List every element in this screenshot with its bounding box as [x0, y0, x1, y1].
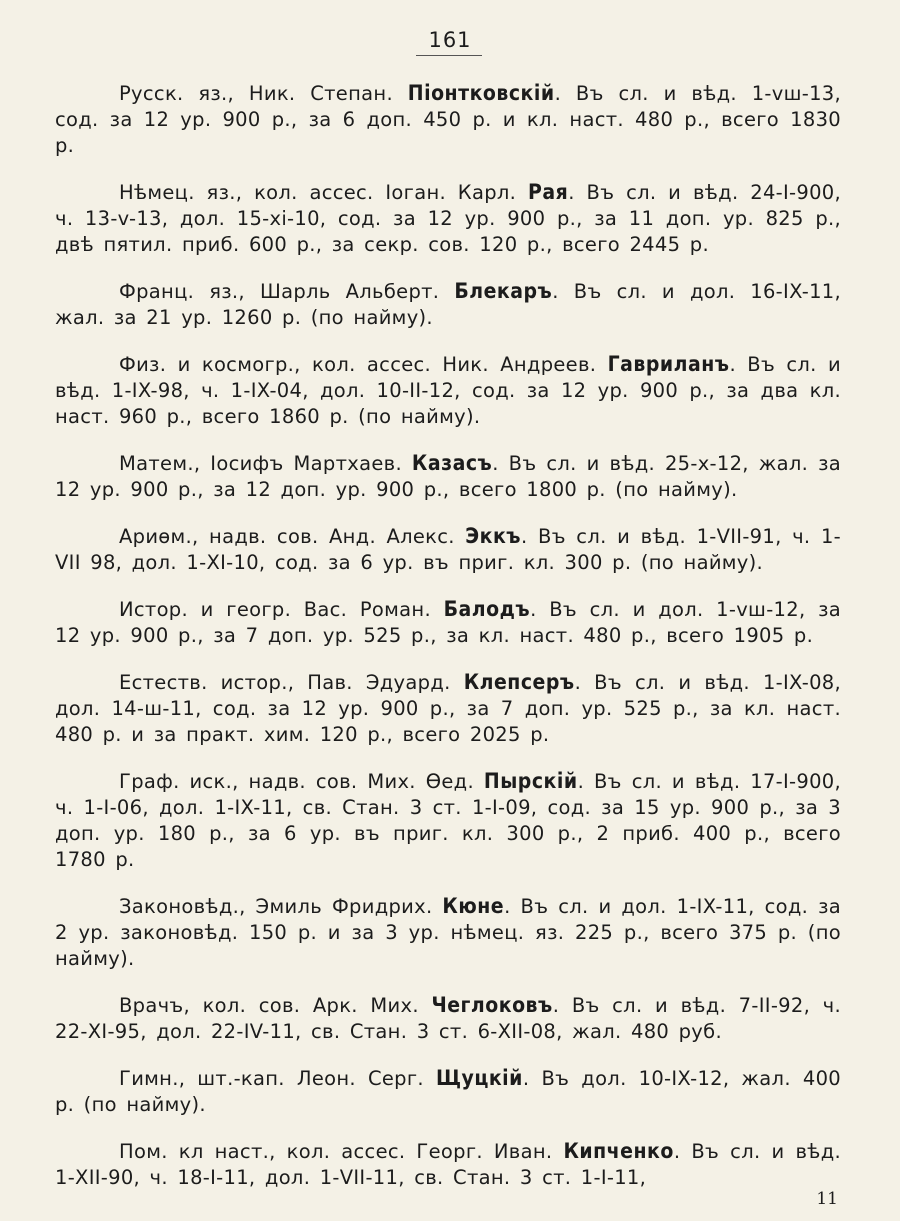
entry-kipchenko: [55, 1138, 841, 1191]
entry-details: . Въ сл. и дол. 1-vш-12, за 12 ур. 900 р., за 7 доп. ур. 525 р., за кл. наст. 480 р., всего 1905 р.: [55, 598, 842, 647]
entry-details: . Въ сл. и дол. 1-IX-11, сод. за 2 ур. законовѣд. 150 р. и за 3 ур. нѣмец. яз. 225 р., всего 375 р. (по найму).: [55, 895, 841, 970]
entry-position: Гимн., шт.-кап. Леон. Серг.: [119, 1067, 424, 1090]
entry-surname: Кипченко: [563, 1139, 674, 1163]
entry-surname: Казасъ: [411, 451, 493, 475]
entry-surname: Блекаръ: [454, 279, 553, 303]
entry-position: Русск. яз., Ник. Степан.: [119, 82, 393, 105]
entry-surname: Чеглоковъ: [431, 993, 553, 1017]
entry-surname: Піонтковскій: [407, 81, 555, 105]
entry-gavrilan: [55, 351, 841, 430]
entry-klepser: [55, 669, 841, 748]
entry-position: Истор. и геогр. Вас. Роман.: [119, 598, 431, 621]
entry-raya: [55, 179, 841, 258]
entry-position: Матем., Іосифъ Мартхаев.: [119, 452, 402, 475]
page-number-rule: [416, 55, 482, 56]
entry-details: . Въ сл. и вѣд. 1-VII-91, ч. 1-VII 98, дол. 1-XI-10, сод. за 6 ур. въ приг. кл. 300 р. (по найму).: [55, 525, 841, 574]
entry-details: . Въ сл. и вѣд. 17-I-900, ч. 1-I-06, дол. 1-IX-11, св. Стан. 3 ст. 1-I-09, сод. за 15 ур. 900 р., за 3 доп. ур. 180 р., за 6 ур. въ приг. кл. 300 р., 2 приб. 400 р., всего 1780 р.: [55, 770, 842, 871]
sheet-number: 11: [816, 1189, 838, 1209]
entry-position: Врачъ, кол. сов. Арк. Мих.: [119, 994, 419, 1017]
entry-position: Естеств. истор., Пав. Эдуард.: [119, 671, 451, 694]
entry-piontkovsky: [55, 80, 841, 159]
entry-details: . Въ сл. и вѣд. 24-I-900, ч. 13-v-13, дол. 15-xi-10, сод. за 12 ур. 900 р., за 11 доп. ур. 825 р., двѣ пятил. приб. 600 р., за секр. сов. 120 р., всего 2445 р.: [55, 181, 842, 256]
entry-balod: [55, 596, 841, 649]
entry-details: . Въ дол. 10-IX-12, жал. 400 р. (по найму).: [55, 1067, 841, 1116]
entry-pyrsky: [55, 768, 841, 873]
entry-position: Ариѳм., надв. сов. Анд. Алекс.: [119, 525, 455, 548]
entry-surname: Эккъ: [465, 524, 522, 548]
page-number: 161: [428, 28, 472, 52]
entry-surname: Рая: [527, 180, 569, 204]
entry-details: . Въ сл. и вѣд. 7-II-92, ч. 22-XI-95, дол. 22-IV-11, св. Стан. 3 ст. 6-XII-08, жал. 480 руб.: [55, 994, 841, 1043]
entry-shchutsky: [55, 1065, 841, 1118]
entry-details: . Въ сл. и вѣд. 25-x-12, жал. за 12 ур. 900 р., за 12 доп. ур. 900 р., всего 1800 р. (по найму).: [55, 452, 841, 501]
entry-surname: Щуцкій: [435, 1066, 523, 1090]
entry-details: . Въ сл. и вѣд. 1-vш-13, сод. за 12 ур. 900 р., за 6 доп. 450 р. и кл. наст. 480 р., всего 1830 р.: [55, 82, 841, 157]
entry-kyune: [55, 893, 841, 972]
entry-surname: Пырскій: [483, 769, 578, 793]
entry-position: Законовѣд., Эмиль Фридрих.: [119, 895, 433, 918]
entry-position: Физ. и космогр., кол. ассес. Ник. Андреев.: [119, 353, 597, 376]
entry-details: . Въ сл. и дол. 16-IX-11, жал. за 21 ур. 1260 р. (по найму).: [55, 280, 842, 329]
entry-surname: Гавриланъ: [607, 352, 730, 376]
entry-details: . Въ сл. и вѣд. 1-XII-90, ч. 18-I-11, дол. 1-VII-11, св. Стан. 3 ст. 1-I-11,: [55, 1140, 841, 1189]
entry-kazas: [55, 450, 841, 503]
entry-details: . Въ сл. и вѣд. 1-IX-98, ч. 1-IX-04, дол. 10-II-12, сод. за 12 ур. 900 р., за два кл. наст. 960 р., всего 1860 р. (по найму).: [55, 353, 841, 428]
entry-surname: Клепсеръ: [463, 670, 575, 694]
entry-ekk: [55, 523, 841, 576]
entries-list: [55, 80, 841, 1211]
entry-surname: Кюне: [442, 894, 505, 918]
entry-details: . Въ сл. и вѣд. 1-IX-08, дол. 14-ш-11, сод. за 12 ур. 900 р., за 7 доп. ур. 525 р., за кл. наст. 480 р. и за практ. хим. 120 р., всего 2025 р.: [55, 671, 841, 746]
entry-position: Нѣмец. яз., кол. ассес. Іоган. Карл.: [119, 181, 517, 204]
entry-blekar: [55, 278, 841, 331]
entry-position: Франц. яз., Шарль Альберт.: [119, 280, 440, 303]
entry-position: Граф. иск., надв. сов. Мих. Ѳед.: [119, 770, 474, 793]
entry-surname: Балодъ: [443, 597, 531, 621]
entry-cheglokov: [55, 992, 841, 1045]
entry-position: Пом. кл наст., кол. ассес. Георг. Иван.: [119, 1140, 553, 1163]
